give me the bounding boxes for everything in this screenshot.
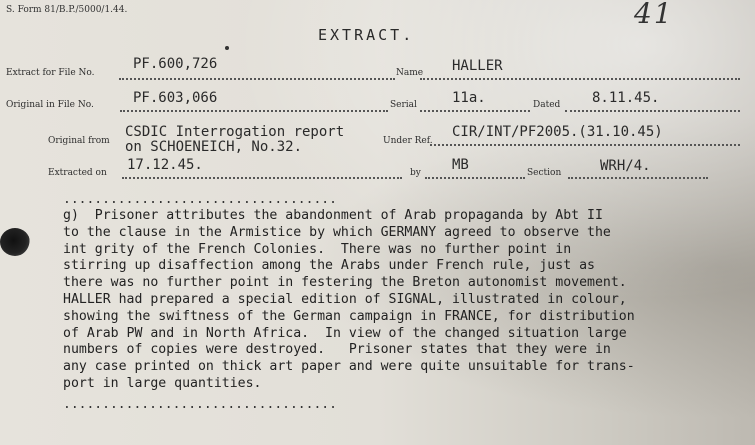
dotted-rule — [430, 144, 740, 146]
paragraph-line: of Arab PW and in North Africa. In view of the changed situation large — [63, 325, 627, 341]
original-from-value-line-1: CSDIC Interrogation report — [125, 124, 345, 140]
paragraph-line: showing the swiftness of the German campaign in FRANCE, for distribution — [63, 308, 635, 324]
section-value: WRH/4. — [600, 158, 651, 174]
name-label: Name — [396, 68, 424, 78]
dated-label: Dated — [533, 100, 561, 110]
ink-dot — [225, 46, 229, 50]
paragraph-line: HALLER had prepared a special edition of SIGNAL, illustrated in colour, — [63, 291, 627, 307]
dotted-rule — [420, 78, 740, 80]
extract-for-file-label: Extract for File No. — [6, 68, 95, 78]
separator-top: ................................... — [63, 192, 337, 207]
under-ref-value: CIR/INT/PF2005.(31.10.45) — [452, 124, 663, 140]
dotted-rule — [420, 110, 530, 112]
serial-label: Serial — [390, 100, 417, 110]
handwritten-folio-number: 41 — [634, 0, 674, 30]
paragraph-line: int grity of the French Colonies. There was no further point in — [63, 241, 572, 257]
original-in-file-label: Original in File No. — [6, 100, 94, 110]
original-from-value-line-2: on SCHOENEICH, No.32. — [125, 139, 303, 155]
extracted-on-value: 17.12.45. — [127, 157, 203, 173]
paragraph-line: stirring up disaffection among the Arabs under French rule, just as — [63, 258, 595, 274]
separator-bottom: ................................... — [63, 396, 337, 412]
dotted-rule — [425, 177, 525, 179]
dotted-rule — [565, 110, 740, 112]
dotted-rule — [568, 177, 708, 179]
original-in-file-value: PF.603,066 — [133, 90, 218, 106]
form-identifier: S. Form 81/B.P./5000/1.44. — [6, 5, 128, 15]
serial-value: 11a. — [452, 90, 486, 106]
paragraph-line: numbers of copies were destroyed. Prisoner states that they were in — [63, 342, 611, 358]
paragraph-line: any case printed on thick art paper and were quite unsuitable for trans- — [63, 359, 635, 375]
paragraph-line: port in large quantities. — [63, 375, 262, 391]
by-value: MB — [452, 157, 469, 173]
by-label: by — [410, 168, 421, 178]
name-value: HALLER — [452, 58, 503, 74]
paragraph-line: g) Prisoner attributes the abandonment of Arab propaganda by Abt II — [63, 208, 603, 223]
original-from-label: Original from — [48, 136, 110, 146]
dotted-rule — [122, 177, 402, 179]
dotted-rule — [120, 110, 388, 112]
paragraph-line: there was no further point in festering the Breton autonomist movement. — [63, 275, 627, 291]
dated-value: 8.11.45. — [592, 90, 660, 106]
section-label: Section — [527, 168, 562, 178]
dotted-rule — [119, 78, 395, 80]
extract-for-file-value: PF.600,726 — [133, 56, 218, 72]
extracted-on-label: Extracted on — [48, 168, 107, 178]
document-title: EXTRACT. — [318, 26, 415, 44]
paragraph-line: to the clause in the Armistice by which GERMANY agreed to observe the — [63, 224, 611, 240]
punch-hole — [0, 228, 30, 256]
extract-body — [63, 192, 743, 413]
under-ref-label: Under Ref. — [383, 136, 433, 146]
